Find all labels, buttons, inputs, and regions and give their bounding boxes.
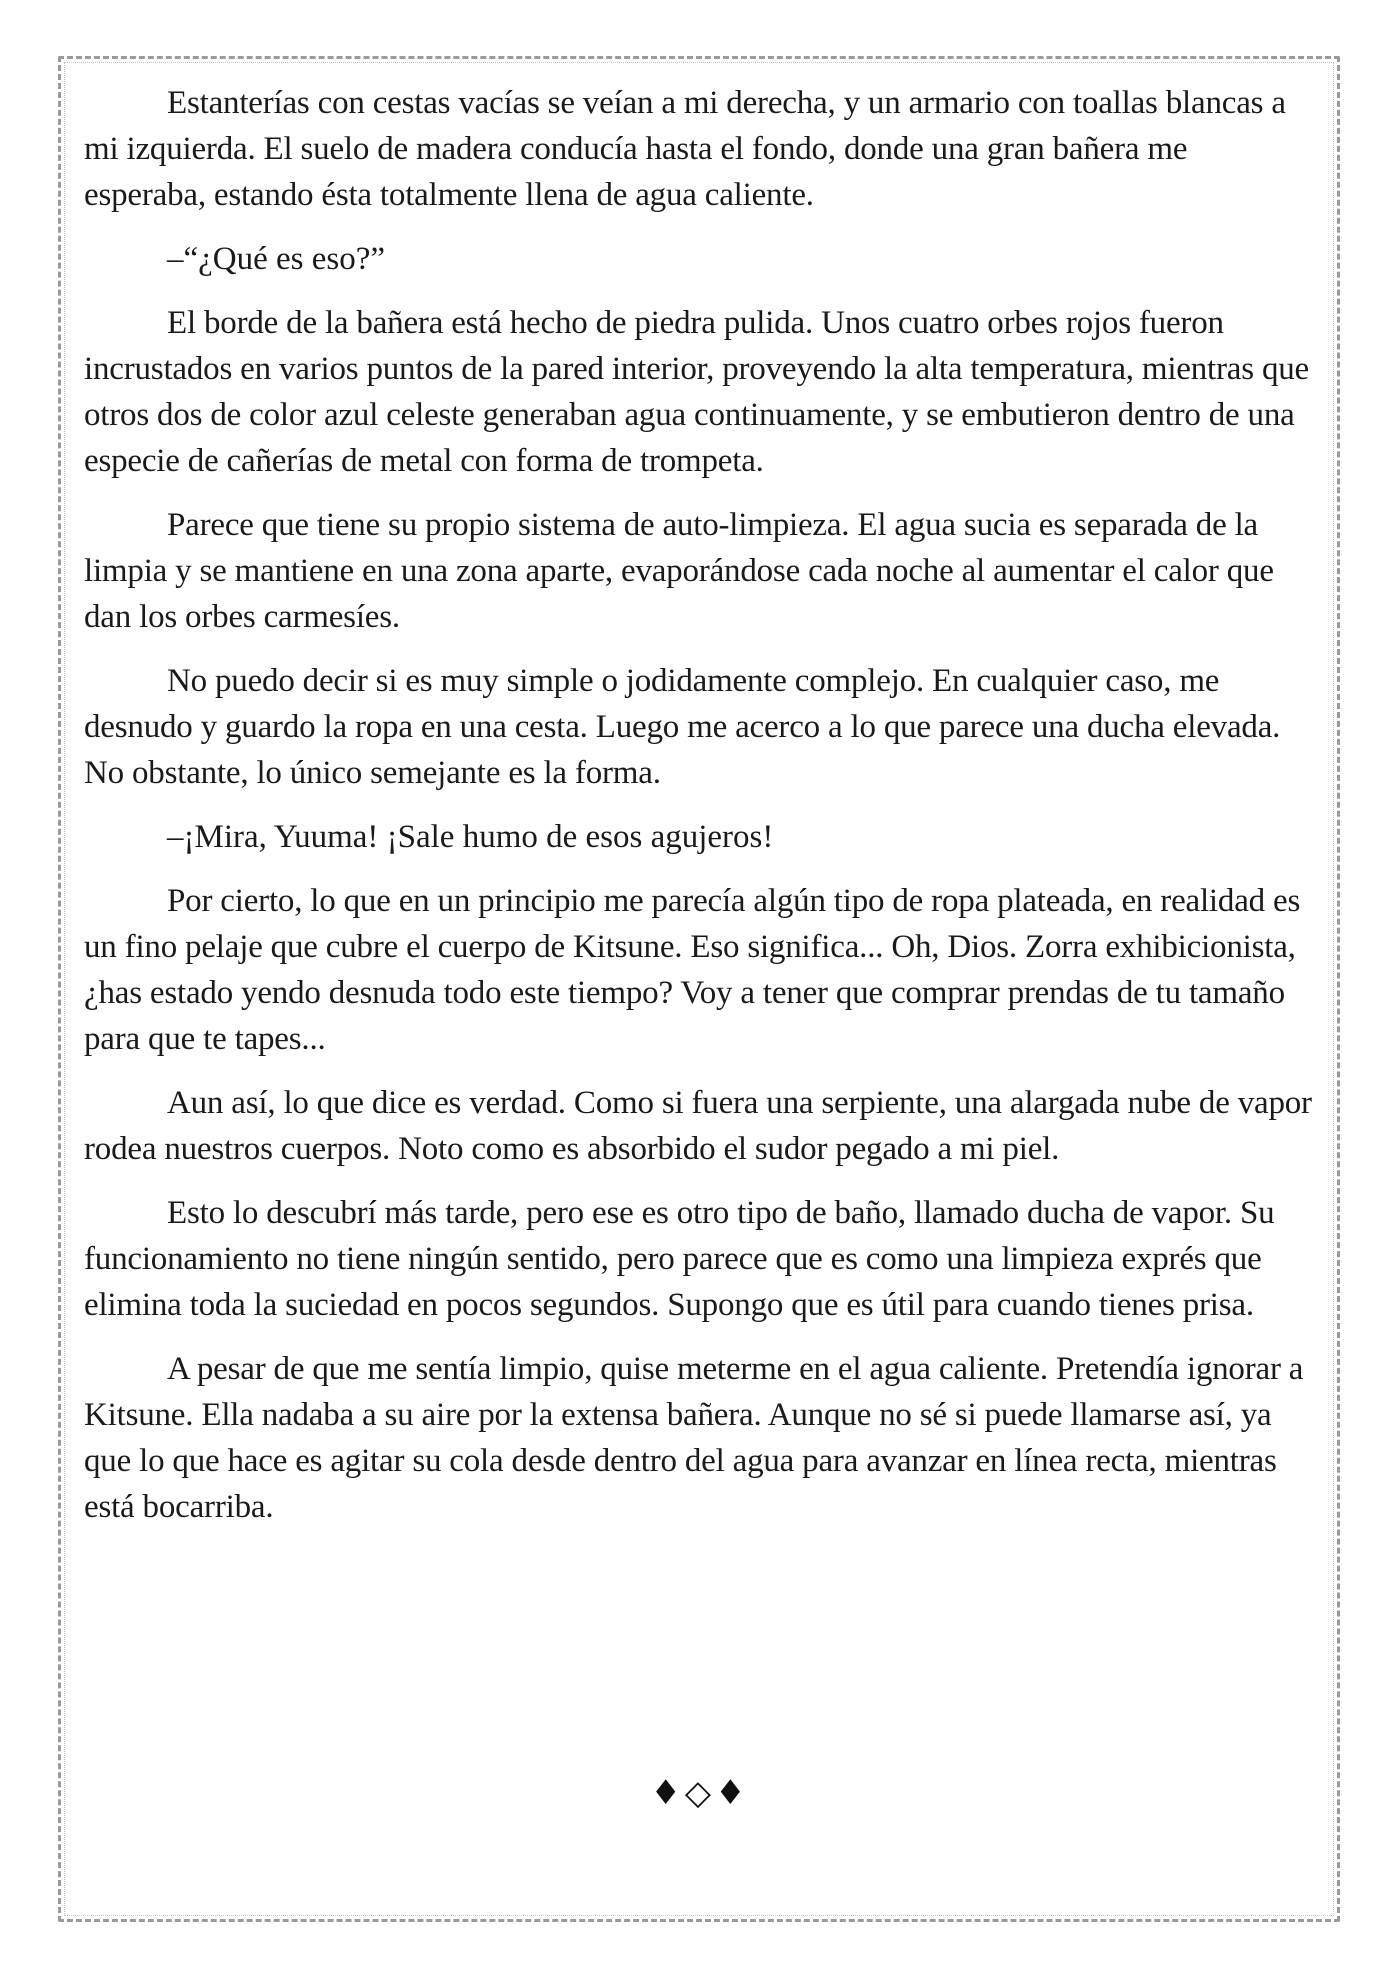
paragraph-7: Esto lo descubrí más tarde, pero ese es otro tipo de baño, llamado ducha de vapor. Su funcionamiento no tiene ningún sentido, pero parece que es como una limpieza exprés que elimina toda la suciedad en pocos segundos. Supongo que es útil para cuando tienes prisa. xyxy=(84,1195,1275,1323)
scene-break-ornament: ♦◇♦ xyxy=(650,1773,750,1813)
dialogue-line-1: –“¿Qué es eso?” xyxy=(167,241,386,277)
paragraph-8: A pesar de que me sentía limpio, quise meterme en el agua caliente. Pretendía ignorar a Kitsune. Ella nadaba a su aire por la extensa bañera. Aunque no sé si puede llamarse así, ya que lo que hace es agitar su cola desde dentro del agua para avanzar en línea recta, mientras está bocarriba. xyxy=(84,1351,1304,1525)
paragraph-5: Por cierto, lo que en un principio me parecía algún tipo de ropa plateada, en realidad es un fino pelaje que cubre el cuerpo de Kitsune. Eso significa... Oh, Dios. Zorra exhibicionista, ¿has estado yendo desnuda todo este tiempo? Voy a tener que comprar prendas de tu tamaño para que te tapes... xyxy=(84,883,1301,1057)
body-text xyxy=(84,80,1316,1548)
paragraph-4: No puedo decir si es muy simple o jodidamente complejo. En cualquier caso, me desnudo y guardo la ropa en una cesta. Luego me acerco a lo que parece una ducha elevada. No obstante, lo único semejante es la forma. xyxy=(84,663,1281,791)
paragraph-2: El borde de la bañera está hecho de piedra pulida. Unos cuatro orbes rojos fueron incrustados en varios puntos de la pared interior, proveyendo la alta temperatura, mientras que otros dos de color azul celeste generaban agua continuamente, y se embutieron dentro de una especie de cañerías de metal con forma de trompeta. xyxy=(84,305,1309,479)
paragraph-6: Aun así, lo que dice es verdad. Como si fuera una serpiente, una alargada nube de vapor rodea nuestros cuerpos. Noto como es absorbido el sudor pegado a mi piel. xyxy=(84,1085,1312,1167)
paragraph-3: Parece que tiene su propio sistema de auto-limpieza. El agua sucia es separada de la limpia y se mantiene en una zona aparte, evaporándose cada noche al aumentar el calor que dan los orbes carmesíes. xyxy=(84,507,1274,635)
dialogue-line-2: –¡Mira, Yuuma! ¡Sale humo de esos agujeros! xyxy=(167,819,774,855)
paragraph-1: Estanterías con cestas vacías se veían a mi derecha, y un armario con toallas blancas a mi izquierda. El suelo de madera conducía hasta el fondo, donde una gran bañera me esperaba, estando ésta totalmente llena de agua caliente. xyxy=(84,85,1286,213)
